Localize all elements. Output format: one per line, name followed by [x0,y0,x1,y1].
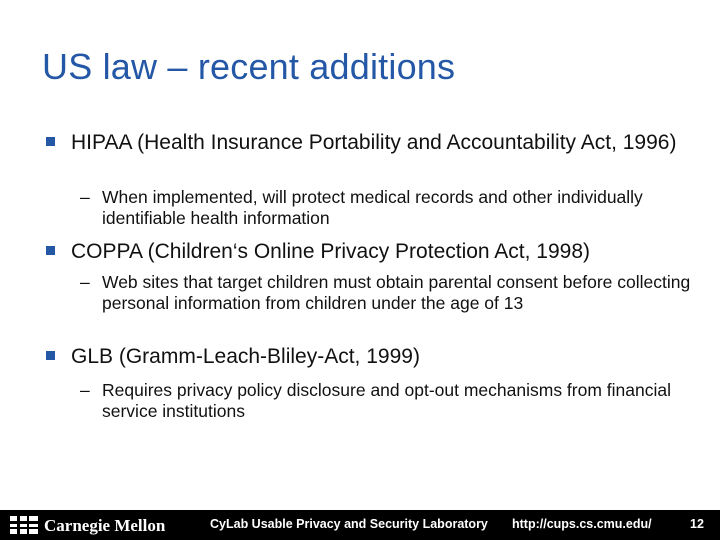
sub-bullet-text: When implemented, will protect medical records and other individually identifiable health information [102,187,643,228]
bullet-text: HIPAA (Health Insurance Portability and Accountability Act, 1996) [71,131,677,154]
footer-bar [0,510,720,540]
bullet-glb [71,344,691,369]
square-bullet-icon [46,246,55,255]
bullet-coppa [71,239,691,264]
square-bullet-icon [46,137,55,146]
footer-lab-name: CyLab Usable Privacy and Security Laboratory [210,517,488,531]
bullet-text: COPPA (Children‘s Online Privacy Protection Act, 1998) [71,240,591,263]
dash-icon: – [80,272,90,292]
slide-title: US law – recent additions [42,46,456,87]
square-bullet-icon [46,351,55,360]
bullet-hipaa [71,130,691,155]
bullet-text: GLB (Gramm-Leach-Bliley-Act, 1999) [71,345,420,368]
carnegie-mellon-logo [8,513,176,537]
logo-wordmark: Carnegie Mellon [44,516,166,535]
sub-bullet-text: Requires privacy policy disclosure and opt-out mechanisms from financial service institutions [102,380,671,421]
sub-bullet-coppa [80,272,692,314]
page-number: 12 [690,517,704,531]
footer-url-link[interactable]: http://cups.cs.cmu.edu/ [512,517,652,531]
sub-bullet-hipaa [80,187,692,229]
sub-bullet-text: Web sites that target children must obtain parental consent before collecting personal information from children under the age of 13 [102,272,691,313]
tartan-icon [10,516,38,534]
dash-icon: – [80,187,90,207]
dash-icon: – [80,380,90,400]
sub-bullet-glb [80,380,692,422]
